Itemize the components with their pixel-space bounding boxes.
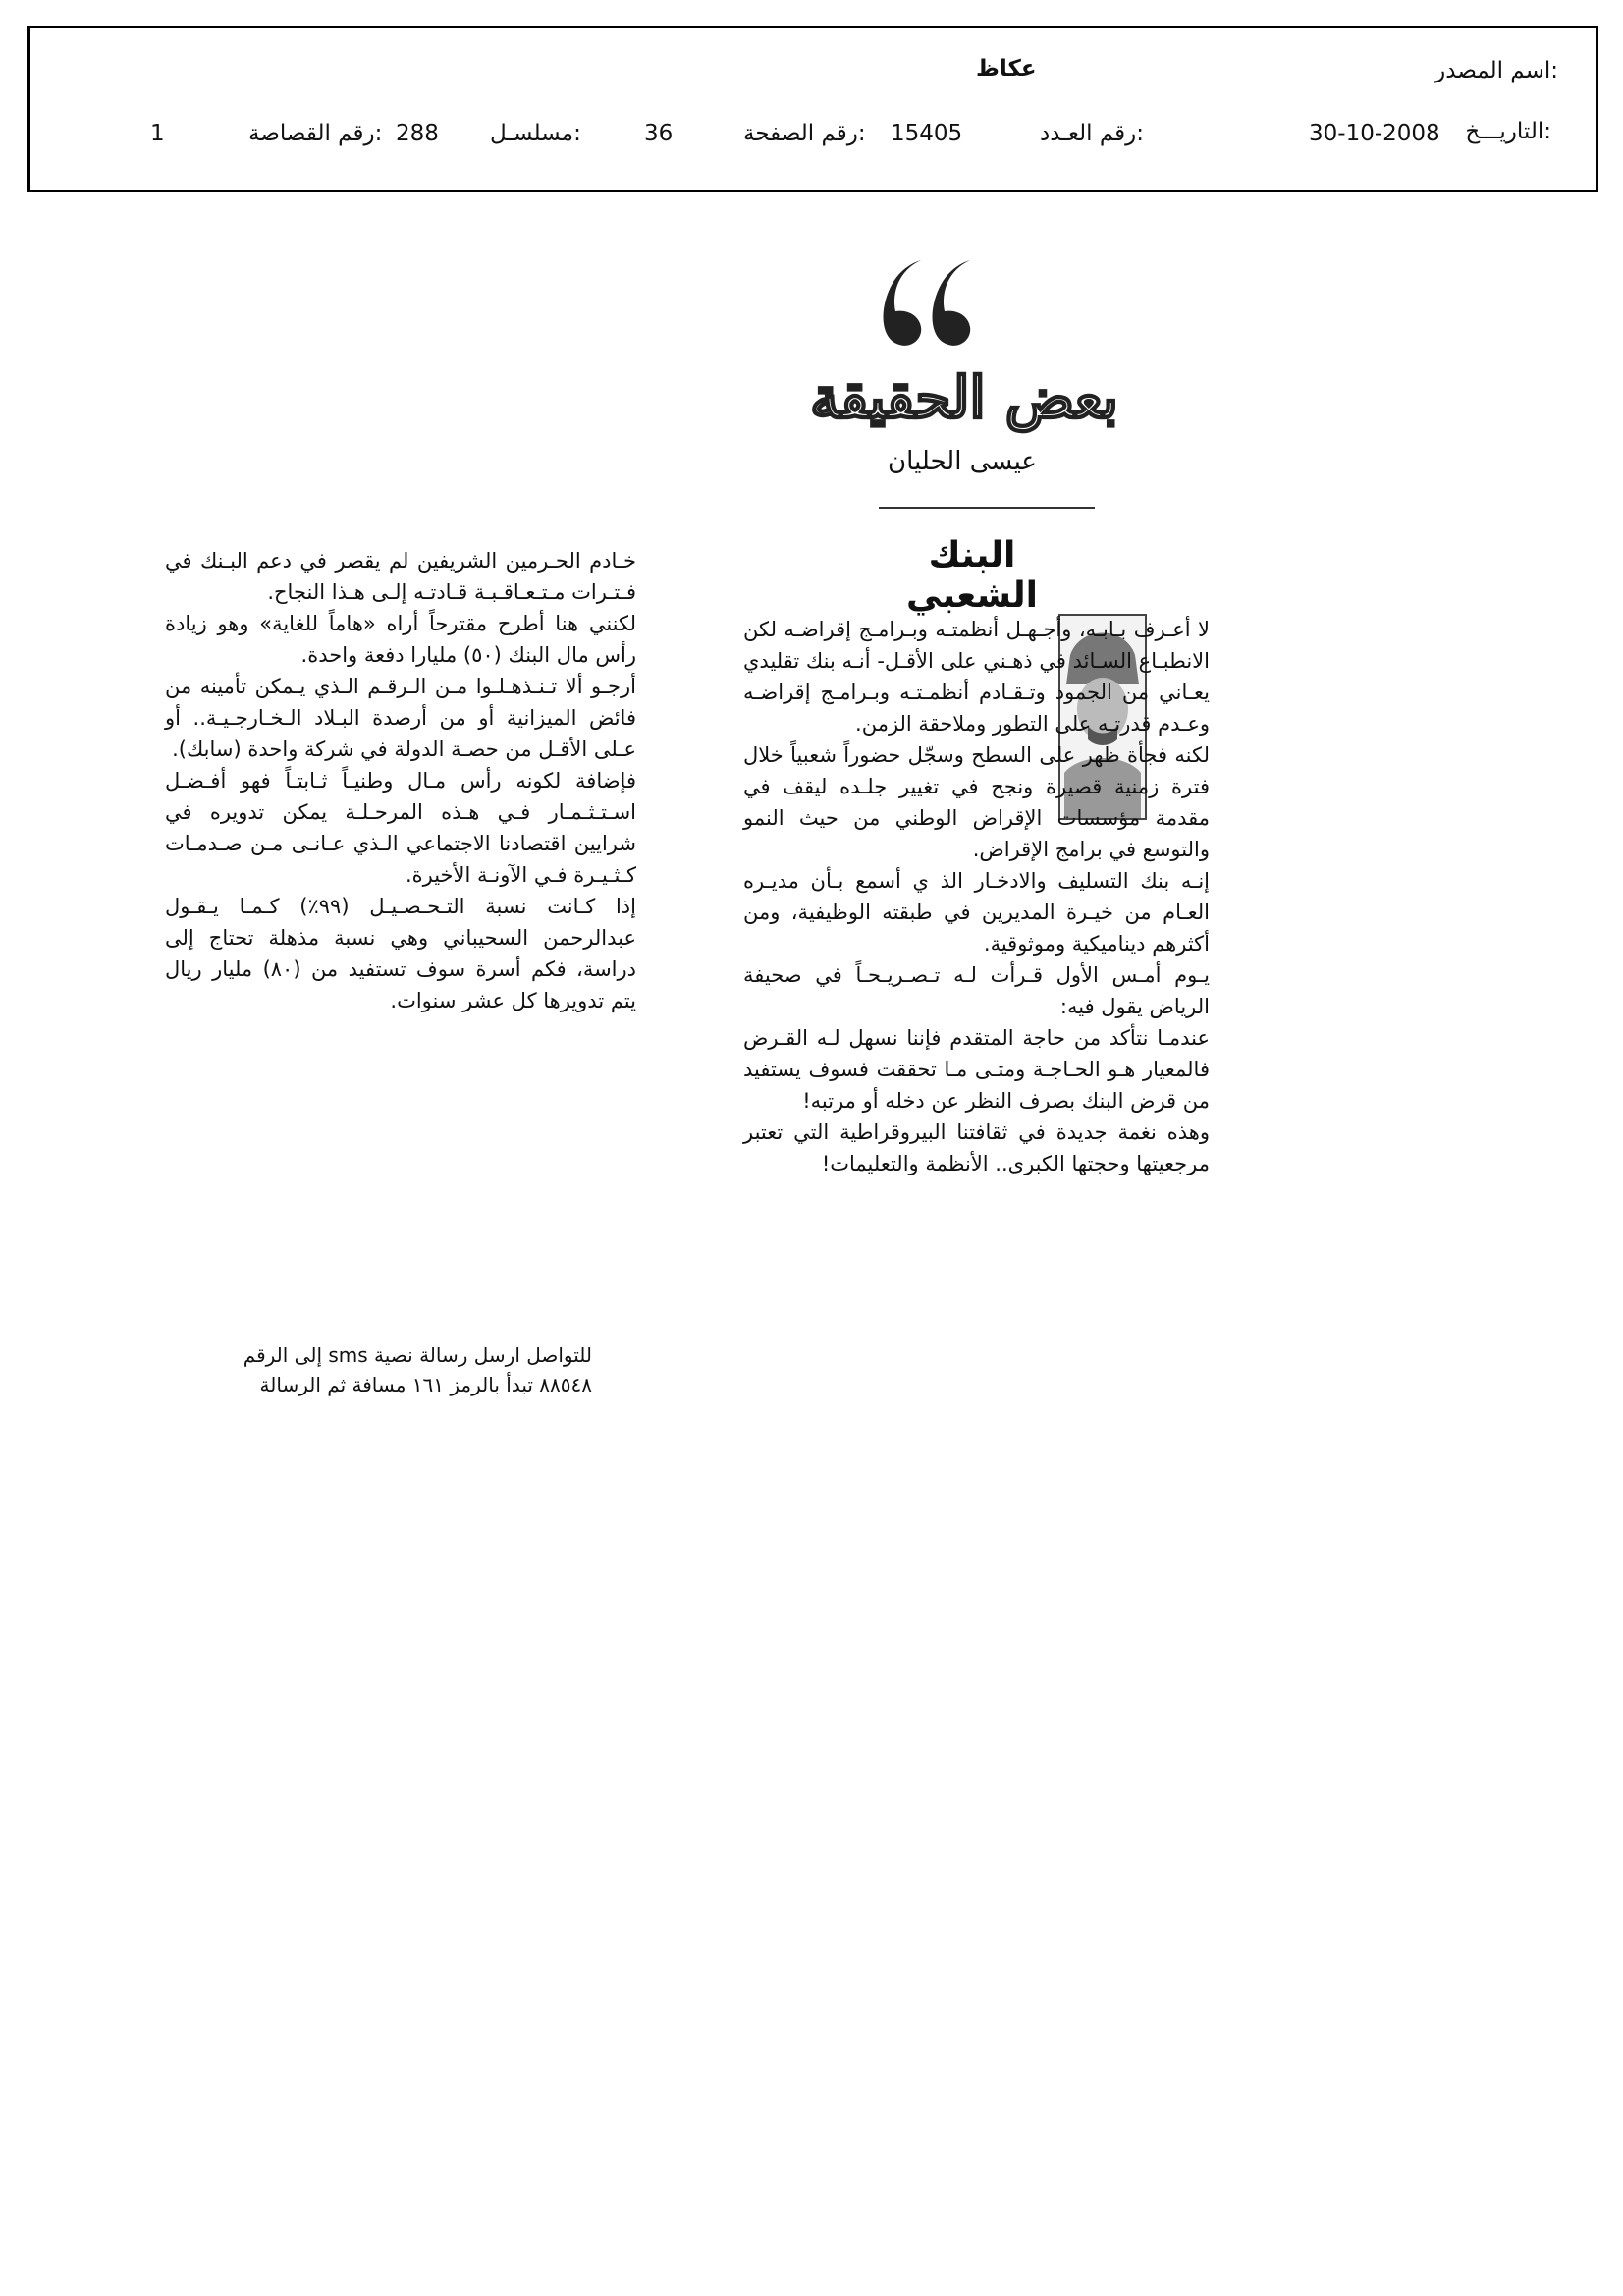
column-logo-text: بعض الحقيقة [810, 364, 1118, 431]
issue-value: 15405 [891, 121, 963, 146]
paragraph: لكنه فجأة ظهر على السطح وسجّل حضوراً شعبياً خلال فترة زمنية قصيرة ونجح في تغيير جلـده ليقف في مقدمة مؤسسات الإقراض الوطني من حيث النمو والتوسع في برامج الإقراض. [743, 743, 1210, 861]
paragraph: لكنني هنا أطرح مقترحاً أراه «هاماً للغاية» وهو زيادة رأس مال البنك (٥٠) مليارا دفعة واحدة. [165, 612, 636, 667]
paragraph: عندمـا نتأكد من حاجة المتقدم فإننا نسهل لـه القـرض فالمعيار هـو الحـاجـة ومتـى مـا تحققت فسوف يستفيد من قرض البنك بصرف النظر عن دخله أو مرتبه! [743, 1026, 1210, 1113]
author-byline: عيسى الحليان [888, 447, 1037, 476]
serial-label: مسلسـل: [490, 121, 581, 146]
contact-footer [194, 1340, 592, 1399]
source-value: عكاظ [976, 56, 1037, 82]
date-label: التاريـــخ: [1465, 119, 1551, 144]
paragraph: إنـه بنك التسليف والادخـار الذ ي أسمع بـأن مديـره العـام من خيـرة المديرين في طبقته الوظيفية، ومن أكثرهم ديناميكية وموثوقية. [743, 869, 1210, 956]
paragraph: يـوم أمـس الأول قـرأت لـه تـصـريـحـاً في صحيفة الرياض يقول فيه: [743, 963, 1210, 1018]
paragraph: أرجـو ألا تـنـذهـلـوا مـن الـرقـم الـذي يـمكن تأمينه من فائض الميزانية أو من أرصدة البـلاد الـخـارجـيـة.. أو عـلى الأقـل من حصـة الدولة في شركة واحدة (سابك). [165, 675, 636, 761]
date-value: 30-10-2008 [1309, 121, 1440, 146]
byline-divider [879, 507, 1095, 509]
clipping-header-box [27, 26, 1598, 192]
article-title: البنك الشعبي [906, 535, 1038, 616]
article-column-2 [165, 545, 636, 1016]
paragraph: لا أعـرف بـابـه، وأجـهـل أنظمتـه وبـرامـج إقراضـه لكن الانطبـاع السـائد في ذهـني على الأقـل- أنـه بنك تقليدي يعـاني من الجمود وتـقـادم أنظمـتـه وبـرامـج إقراضـه وعـدم قدرتـه على التطور وملاحقة الزمن. [743, 618, 1210, 736]
page-value: 36 [644, 121, 674, 146]
article-column-1 [743, 614, 1210, 1179]
clip-value: 1 [150, 121, 165, 146]
paragraph: وهذه نغمة جديدة في ثقافتنا البيروقراطية التي تعتبر مرجعيتها وحجتها الكبرى.. الأنظمة والتعليمات! [743, 1121, 1210, 1175]
quote-mark-icon [805, 241, 1139, 437]
paragraph: خـادم الحـرمين الشريفين لم يقصر في دعم البـنك في فـتـرات مـتـعـاقـبـة قـادتـه إلـى هـذا النجاح. [165, 549, 636, 604]
serial-value: 288 [396, 121, 439, 146]
clip-label: رقم القصاصة: [248, 121, 383, 146]
footer-line: ٨٨٥٤٨ تبدأ بالرمز ١٦١ مسافة ثم الرسالة [259, 1373, 592, 1396]
issue-label: رقم العـدد: [1040, 121, 1145, 146]
footer-line: للتواصل ارسل رسالة نصية sms إلى الرقم [243, 1343, 592, 1367]
paragraph: فإضافة لكونه رأس مـال وطنيـاً ثـابتـاً فهو أفـضـل اسـتـثـمـار فـي هـذه المرحـلـة يمكن تدويره في شرايين اقتصادنا الاجتماعي الـذي عـانـى مـن صـدمـات كـثـيـرة فـي الآونـة الأخيرة. [165, 769, 636, 887]
column-logo [805, 241, 1139, 437]
page-label: رقم الصفحة: [743, 121, 866, 146]
source-label: اسم المصدر: [1434, 58, 1558, 83]
paragraph: إذا كـانت نسبة التـحـصـيـل (٩٩٪) كـمـا يـقـول عبدالرحمن السحيباني وهي نسبة مذهلة تحتاج إلى دراسة، فكم أسرة سوف تستفيد من (٨٠) مليار ريال يتم تدويرها كل عشر سنوات. [165, 895, 636, 1012]
